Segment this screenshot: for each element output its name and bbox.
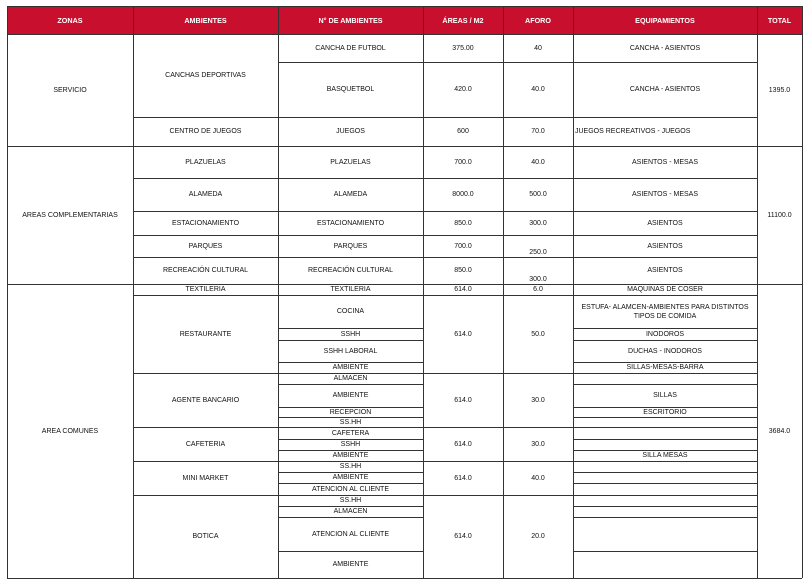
equipamiento-cell: SILLAS bbox=[653, 392, 677, 399]
subambiente-cell: ATENCION AL CLIENTE bbox=[311, 485, 390, 493]
ambiente-cell: BOTICA bbox=[192, 533, 219, 540]
aforo-cell: 40.0 bbox=[531, 86, 545, 93]
grid-line bbox=[133, 117, 757, 118]
aforo-cell: 40.0 bbox=[531, 158, 545, 166]
ambiente-cell: PLAZUELAS bbox=[185, 158, 226, 166]
subambiente-cell: ALMACEN bbox=[333, 508, 368, 515]
total-cell: 11100.0 bbox=[767, 211, 792, 219]
total-cell: 1395.0 bbox=[768, 86, 791, 94]
header-cell: AMBIENTES bbox=[133, 6, 278, 34]
subambiente-cell: ATENCION AL CLIENTE bbox=[311, 530, 390, 538]
equipamiento-cell: MAQUINAS DE COSER bbox=[627, 286, 703, 293]
subambiente-cell: RECEPCION bbox=[329, 408, 372, 416]
grid-line bbox=[278, 362, 423, 363]
ambiente-cell: CANCHAS DEPORTIVAS bbox=[165, 72, 246, 79]
ambiente-cell: ALAMEDA bbox=[188, 191, 223, 198]
header-cell: AFORO bbox=[503, 6, 573, 34]
equipamiento-cell: SILLA MESAS bbox=[642, 452, 688, 459]
aforo-cell: 6.0 bbox=[533, 286, 543, 293]
area-cell: 700.0 bbox=[454, 158, 472, 166]
grid-line bbox=[133, 6, 134, 578]
grid-line bbox=[757, 6, 758, 578]
aforo-cell: 250.0 bbox=[529, 249, 547, 256]
header-cell: N° DE AMBIENTES bbox=[278, 6, 423, 34]
grid-line bbox=[573, 384, 757, 385]
header-cell: ZONAS bbox=[7, 6, 133, 34]
grid-line bbox=[278, 551, 423, 552]
grid-line bbox=[133, 427, 757, 428]
ambientes-table bbox=[7, 6, 802, 578]
grid-line bbox=[133, 178, 757, 179]
area-cell: 8000.0 bbox=[452, 191, 474, 198]
equipamiento-cell: DUCHAS - INODOROS bbox=[628, 347, 702, 355]
grid-line bbox=[573, 517, 757, 518]
equipamiento-cell: ASIENTOS - MESAS bbox=[632, 191, 698, 198]
area-cell: 375.00 bbox=[452, 44, 474, 52]
subambiente-cell: AMBIENTE bbox=[332, 452, 369, 459]
ambiente-cell: MINI MARKET bbox=[182, 474, 229, 482]
subambiente-cell: PARQUES bbox=[333, 242, 368, 250]
ambiente-cell: RESTAURANTE bbox=[179, 330, 232, 338]
aforo-cell: 70.0 bbox=[531, 128, 545, 135]
equipamiento-cell: ASIENTOS bbox=[647, 267, 683, 274]
area-cell: 700.0 bbox=[454, 242, 472, 250]
grid-line bbox=[278, 384, 423, 385]
grid-line bbox=[133, 235, 757, 236]
grid-line bbox=[278, 472, 423, 473]
grid-line bbox=[573, 506, 757, 507]
area-cell: 614.0 bbox=[454, 330, 472, 338]
grid-line bbox=[573, 62, 757, 63]
equipamiento-cell: INODOROS bbox=[645, 330, 685, 338]
aforo-cell: 500.0 bbox=[529, 191, 547, 198]
grid-line bbox=[573, 6, 574, 578]
equipamiento-cell: ASIENTOS - MESAS bbox=[632, 158, 698, 166]
zona-cell: SERVICIO bbox=[53, 86, 87, 94]
ambiente-cell: AGENTE BANCARIO bbox=[171, 396, 240, 404]
zona-cell: AREA COMUNES bbox=[41, 427, 99, 435]
grid-line bbox=[503, 6, 504, 578]
aforo-cell: 50.0 bbox=[531, 330, 545, 338]
area-cell: 614.0 bbox=[454, 440, 472, 448]
area-cell: 420.0 bbox=[454, 86, 472, 93]
grid-line bbox=[278, 407, 423, 408]
aforo-cell: 300.0 bbox=[529, 219, 547, 227]
area-cell: 600 bbox=[457, 128, 469, 135]
grid-line bbox=[133, 257, 757, 258]
subambiente-cell: SS.HH bbox=[339, 463, 362, 470]
equipamiento-cell: ASIENTOS bbox=[647, 219, 683, 227]
grid-line bbox=[573, 417, 757, 418]
subambiente-cell: AMBIENTE bbox=[332, 364, 369, 371]
subambiente-cell: COCINA bbox=[336, 308, 365, 315]
area-cell: 614.0 bbox=[454, 533, 472, 540]
ambiente-cell: TEXTILERIA bbox=[185, 286, 226, 293]
grid-line bbox=[573, 407, 757, 408]
equipamiento-cell: SILLAS-MESAS-BARRA bbox=[626, 364, 704, 371]
grid-line bbox=[573, 340, 757, 341]
total-cell: 3684.0 bbox=[768, 427, 791, 435]
equipamiento-cell: ESTUFA- ALAMCEN-AMBIENTES PARA DISTINTOS TIPOS DE COMIDA bbox=[581, 303, 749, 320]
grid-line bbox=[133, 295, 757, 296]
aforo-cell: 40.0 bbox=[531, 474, 545, 482]
ambiente-cell: RECREACIÓN CULTURAL bbox=[162, 267, 249, 274]
subambiente-cell: ALAMEDA bbox=[333, 191, 368, 198]
grid-line bbox=[573, 450, 757, 451]
grid-line bbox=[573, 362, 757, 363]
equipamiento-cell: JUEGOS RECREATIVOS - JUEGOS bbox=[575, 128, 691, 135]
grid-line bbox=[7, 284, 802, 285]
grid-line bbox=[278, 517, 423, 518]
subambiente-cell: SSHH bbox=[340, 330, 361, 338]
grid-line bbox=[7, 6, 802, 7]
header-cell: ÁREAS / M2 bbox=[423, 6, 503, 34]
grid-line bbox=[133, 373, 757, 374]
header-cell: EQUIPAMIENTOS bbox=[573, 6, 757, 34]
grid-line bbox=[278, 328, 423, 329]
area-cell: 614.0 bbox=[454, 286, 472, 293]
subambiente-cell: CANCHA DE FUTBOL bbox=[315, 44, 386, 52]
grid-line bbox=[7, 34, 802, 35]
area-cell: 850.0 bbox=[454, 267, 472, 274]
subambiente-cell: AMBIENTE bbox=[332, 474, 369, 481]
aforo-cell: 30.0 bbox=[531, 396, 545, 404]
ambiente-cell: CENTRO DE JUEGOS bbox=[169, 128, 242, 135]
grid-line bbox=[7, 6, 8, 578]
subambiente-cell: SSHH LABORAL bbox=[323, 347, 378, 355]
subambiente-cell: ESTACIONAMIENTO bbox=[316, 219, 385, 227]
grid-line bbox=[278, 450, 423, 451]
grid-line bbox=[278, 483, 423, 484]
subambiente-cell: SS.HH bbox=[339, 418, 362, 426]
equipamiento-cell: CANCHA - ASIENTOS bbox=[629, 44, 701, 52]
aforo-cell: 30.0 bbox=[531, 440, 545, 448]
equipamiento-cell: ASIENTOS bbox=[647, 242, 683, 250]
aforo-cell: 40 bbox=[534, 44, 542, 52]
grid-line bbox=[573, 328, 757, 329]
grid-line bbox=[278, 6, 279, 578]
grid-line bbox=[573, 472, 757, 473]
equipamiento-cell: CANCHA - ASIENTOS bbox=[629, 86, 701, 93]
grid-line bbox=[7, 146, 802, 147]
grid-line bbox=[133, 461, 757, 462]
aforo-cell: 300.0 bbox=[529, 276, 547, 283]
grid-line bbox=[7, 578, 802, 579]
header-cell: TOTAL bbox=[757, 6, 802, 34]
grid-line bbox=[573, 439, 757, 440]
subambiente-cell: ALMACEN bbox=[333, 375, 368, 382]
grid-line bbox=[802, 6, 803, 578]
subambiente-cell: JUEGOS bbox=[336, 128, 365, 135]
grid-line bbox=[278, 62, 423, 63]
equipamiento-cell: ESCRITORIO bbox=[643, 408, 687, 416]
area-cell: 614.0 bbox=[454, 396, 472, 404]
grid-line bbox=[573, 483, 757, 484]
grid-line bbox=[423, 6, 424, 578]
grid-line bbox=[573, 551, 757, 552]
grid-line bbox=[423, 62, 573, 63]
subambiente-cell: SSHH bbox=[340, 441, 361, 448]
subambiente-cell: SS.HH bbox=[339, 497, 362, 504]
subambiente-cell: RECREACIÓN CULTURAL bbox=[307, 267, 394, 274]
area-cell: 614.0 bbox=[454, 474, 472, 482]
subambiente-cell: PLAZUELAS bbox=[330, 158, 371, 166]
subambiente-cell: TEXTILERIA bbox=[330, 286, 371, 293]
grid-line bbox=[278, 439, 423, 440]
subambiente-cell: AMBIENTE bbox=[332, 561, 369, 568]
subambiente-cell: BASQUETBOL bbox=[326, 86, 375, 93]
ambiente-cell: ESTACIONAMIENTO bbox=[171, 219, 240, 227]
grid-line bbox=[133, 495, 757, 496]
ambiente-cell: PARQUES bbox=[188, 242, 223, 250]
zona-cell: AREAS COMPLEMENTARIAS bbox=[22, 211, 118, 219]
aforo-cell: 20.0 bbox=[531, 533, 545, 540]
grid-line bbox=[278, 506, 423, 507]
area-cell: 850.0 bbox=[454, 219, 472, 227]
grid-line bbox=[133, 211, 757, 212]
subambiente-cell: AMBIENTE bbox=[332, 392, 369, 399]
grid-line bbox=[278, 417, 423, 418]
subambiente-cell: CAFETERA bbox=[331, 429, 370, 437]
ambiente-cell: CAFETERIA bbox=[185, 440, 226, 448]
grid-line bbox=[278, 340, 423, 341]
